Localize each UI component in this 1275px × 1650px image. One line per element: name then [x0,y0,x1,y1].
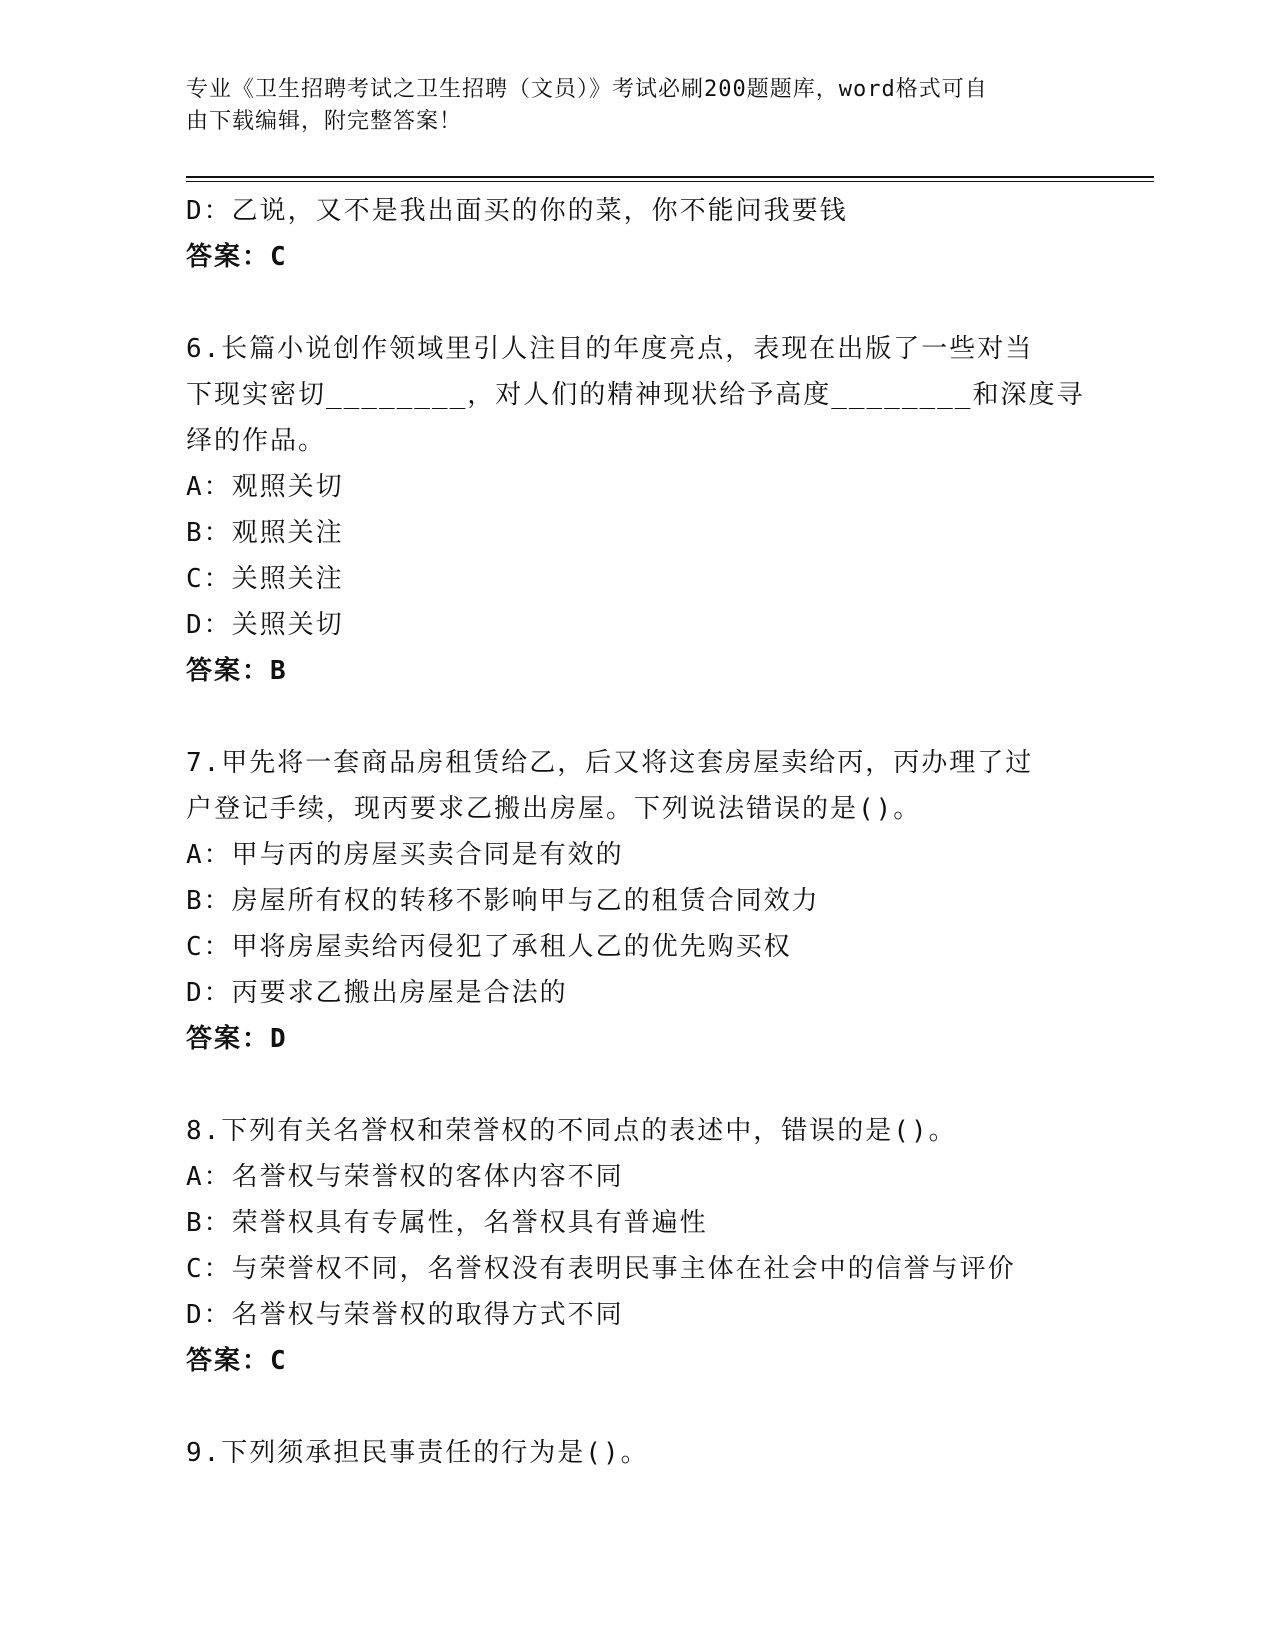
q6-option-c: C：关照关注 [186,564,344,594]
spacer [186,280,1066,326]
q8-option-a: A：名誉权与荣誉权的客体内容不同 [186,1162,624,1192]
header-line-1: 专业《卫生招聘考试之卫生招聘（文员）》考试必刷200题题库，word格式可自 [186,77,988,102]
header-divider-thin [186,181,1154,182]
header-line-2: 由下载编辑，附完整答案！ [186,109,463,134]
q7-option-c: C：甲将房屋卖给丙侵犯了承租人乙的优先购买权 [186,932,792,962]
q7-option-d: D：丙要求乙搬出房屋是合法的 [186,978,568,1008]
q9-stem-line-1: 9.下列须承担民事责任的行为是()。 [186,1438,649,1468]
page-header [186,74,1066,138]
spacer [186,1062,1066,1108]
q6-option-a: A：观照关切 [186,472,344,502]
spacer [186,1384,1066,1430]
q6-stem-line-2: 下现实密切________，对人们的精神现状给予高度________和深度寻 [186,380,1085,410]
question-6 [186,326,1085,694]
q8-stem-line-1: 8.下列有关名誉权和荣誉权的不同点的表述中，错误的是()。 [186,1116,957,1146]
q8-answer: 答案：C [186,1346,288,1376]
q7-answer: 答案：D [186,1024,288,1054]
q7-stem-line-2: 户登记手续，现丙要求乙搬出房屋。下列说法错误的是()。 [186,794,922,824]
question-content [186,188,1085,1476]
q7-option-b: B：房屋所有权的转移不影响甲与乙的租赁合同效力 [186,886,820,916]
q7-stem-line-1: 7.甲先将一套商品房租赁给乙，后又将这套房屋卖给丙，丙办理了过 [186,748,1034,778]
question-9 [186,1430,1066,1476]
q6-option-b: B：观照关注 [186,518,344,548]
header-divider-thick [186,176,1154,178]
question-7 [186,740,1066,1062]
q8-option-d: D：名誉权与荣誉权的取得方式不同 [186,1300,624,1330]
q6-answer: 答案：B [186,656,288,686]
q8-option-b: B：荣誉权具有专属性，名誉权具有普遍性 [186,1208,708,1238]
q6-stem-line-3: 绎的作品。 [186,426,327,456]
prev-option-d: D：乙说，又不是我出面买的你的菜，你不能问我要钱 [186,196,848,226]
q8-option-c: C：与荣誉权不同，名誉权没有表明民事主体在社会中的信誉与评价 [186,1254,1016,1284]
q7-option-a: A：甲与丙的房屋买卖合同是有效的 [186,840,624,870]
q6-option-d: D：关照关切 [186,610,344,640]
spacer [186,694,1066,740]
question-8 [186,1108,1066,1384]
q6-stem-line-1: 6.长篇小说创作领域里引人注目的年度亮点，表现在出版了一些对当 [186,334,1034,364]
prev-answer: 答案：C [186,242,288,272]
